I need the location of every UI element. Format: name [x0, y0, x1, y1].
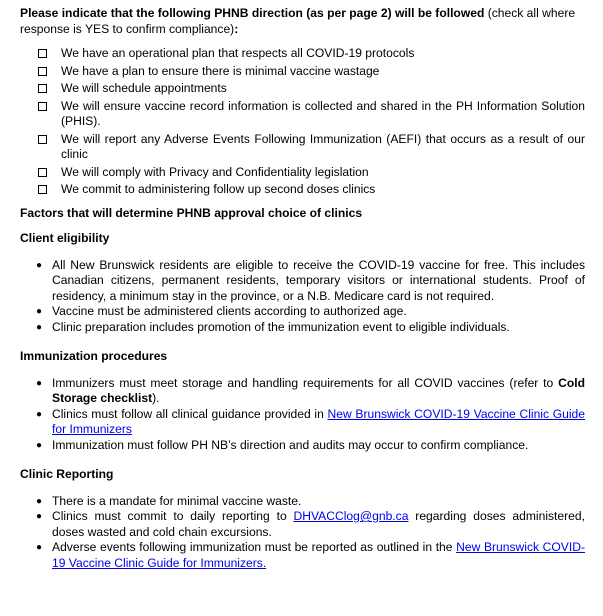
intro-bold-text: Please indicate that the following PHNB direction (as per page 2) will be followed — [20, 6, 485, 20]
checklist-item — [20, 132, 585, 163]
text-segment: regarding doses administered, doses wasted and cold chain excursions. — [52, 509, 585, 539]
cold-storage-checklist-ref: Cold Storage checklist — [52, 375, 585, 405]
checklist-item — [20, 165, 585, 181]
checklist-item-label: We will report any Adverse Events Following Immunization (AEFI) that occurs as a result of our clinic — [61, 131, 585, 161]
email-link[interactable]: DHVACClog@gnb.ca — [293, 509, 409, 523]
list-item — [20, 509, 585, 540]
list-item-text: There is a mandate for minimal vaccine waste. — [52, 493, 302, 508]
checkbox[interactable] — [38, 67, 47, 76]
bullet-icon: ● — [36, 511, 43, 522]
checklist-item — [20, 81, 585, 97]
checkbox[interactable] — [38, 135, 47, 144]
checklist-item-label: We have an operational plan that respects all COVID-19 protocols — [61, 46, 415, 60]
bullet-icon: ● — [36, 377, 43, 389]
clinic-guide-link[interactable]: New Brunswick COVID-19 Vaccine Clinic Guide for Immunizers — [52, 406, 585, 436]
client-eligibility-list — [20, 258, 585, 336]
list-item — [20, 376, 585, 407]
list-item-text: Immunization must follow PH NB’s direction and audits may occur to confirm compliance. — [52, 437, 529, 452]
list-item-text — [52, 376, 585, 407]
checkbox[interactable] — [38, 168, 47, 177]
checklist-item-label: We have a plan to ensure there is minimal vaccine wastage — [61, 63, 380, 78]
checkbox[interactable] — [38, 84, 47, 93]
intro-colon: : — [234, 21, 239, 36]
bullet-icon: ● — [36, 321, 43, 333]
checklist-item — [20, 182, 585, 198]
list-item — [20, 258, 585, 305]
text-segment: ). — [152, 391, 160, 405]
list-item — [20, 438, 585, 454]
list-item-text: Vaccine must be administered clients according to authorized age. — [52, 304, 407, 318]
checkbox[interactable] — [38, 102, 47, 111]
list-item-text — [52, 407, 585, 438]
immunization-procedures-heading: Immunization procedures — [20, 349, 168, 363]
checklist-item-label: We will comply with Privacy and Confidentiality legislation — [61, 164, 369, 179]
bullet-icon: ● — [36, 439, 43, 451]
list-item-text: Clinic preparation includes promotion of the immunization event to eligible individuals. — [52, 319, 510, 334]
checkbox[interactable] — [38, 49, 47, 58]
immunization-procedures-list — [20, 376, 585, 454]
clinic-guide-link[interactable]: New Brunswick COVID-19 Vaccine Clinic Guide for Immunizers. — [52, 540, 585, 570]
list-item — [20, 320, 585, 336]
text-segment: Adverse events following immunization must be reported as outlined in the — [52, 540, 457, 554]
list-item-text: All New Brunswick residents are eligible to receive the COVID-19 vaccine for free. This includes Canadian citizens, permanent residents, temporary visitors or international students. Proof of residency, a minimum stay in the province, or a N.B. Medicare card is not required. — [52, 257, 585, 303]
bullet-icon: ● — [36, 495, 43, 507]
intro-normal-text: (check all where response is YES to confirm compliance) — [20, 6, 576, 36]
list-item-text — [52, 509, 585, 540]
checklist-item-label: We commit to administering follow up second doses clinics — [61, 182, 376, 196]
checklist-item-label: We will ensure vaccine record information is collected and shared in the PH Information Solution (PHIS). — [61, 98, 585, 128]
bullet-icon: ● — [36, 259, 43, 271]
bullet-icon: ● — [36, 306, 43, 317]
list-item — [20, 407, 585, 438]
checklist-item-label: We will schedule appointments — [61, 81, 227, 95]
client-eligibility-heading: Client eligibility — [20, 231, 110, 245]
checklist-item — [20, 46, 585, 62]
list-item — [20, 494, 585, 510]
compliance-checklist — [20, 46, 585, 198]
intro-paragraph — [20, 6, 585, 37]
list-item-text — [52, 540, 585, 571]
bullet-icon: ● — [36, 408, 43, 420]
clinic-reporting-heading: Clinic Reporting — [20, 467, 114, 481]
checklist-item — [20, 99, 585, 130]
list-item — [20, 540, 585, 571]
factors-heading: Factors that will determine PHNB approval choice of clinics — [20, 205, 363, 220]
bullet-icon: ● — [36, 542, 43, 553]
text-segment: Immunizers must meet storage and handling requirements for all COVID vaccines (refer to — [52, 375, 559, 390]
checklist-item — [20, 64, 585, 80]
list-item — [20, 304, 585, 320]
text-segment: Clinics must follow all clinical guidance provided in — [52, 406, 328, 421]
checkbox[interactable] — [38, 185, 47, 194]
text-segment: Clinics must commit to daily reporting to — [52, 509, 294, 523]
clinic-reporting-list — [20, 494, 585, 572]
